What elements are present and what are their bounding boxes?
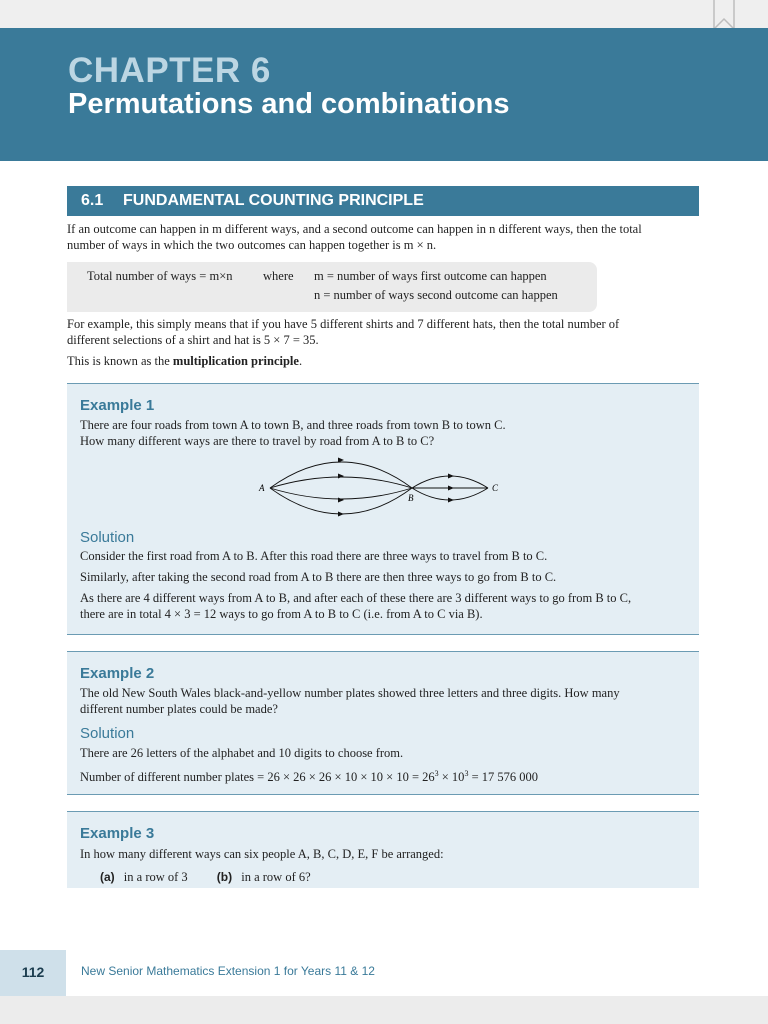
section-number: 6.1 <box>81 192 104 209</box>
road-a-b-3 <box>270 488 412 499</box>
example-1-solution-line-3 <box>80 590 685 622</box>
example-3-parts <box>100 869 705 885</box>
plates-formula-start: Number of different number plates = 26 × 26 × 26 × 10 × 10 × 10 = 26 <box>80 770 435 785</box>
chapter-number: CHAPTER 6 <box>68 51 271 90</box>
principle-prefix: This is known as the <box>67 354 173 368</box>
example-2-solution-title: Solution <box>80 725 135 742</box>
road-diagram <box>252 456 512 522</box>
intro-line-1: If an outcome can happen in m different ways, and a second outcome can happen in n different ways, then the total <box>67 222 642 236</box>
example-1-solution-line-2: Similarly, after taking the second road from A to B there are then three ways to go from B to C. <box>80 570 557 584</box>
plates-formula-result: = 17 576 000 <box>468 770 538 785</box>
section-heading <box>67 186 699 216</box>
part-b-label: (b) <box>216 870 233 884</box>
example-1-question-line-1: There are four roads from town A to town B, and three roads from town B to town C. <box>80 418 506 432</box>
example-1-solution-line-1: Consider the first road from A to B. After this road there are three ways to travel from B to C. <box>80 549 548 563</box>
chapter-title: Permutations and combinations <box>68 88 510 120</box>
example-1-box <box>67 383 699 635</box>
example-3-title: Example 3 <box>80 825 155 842</box>
example-1-solution-line-3b: there are in total 4 × 3 = 12 ways to go from A to B to C (i.e. from A to C via B). <box>80 607 483 621</box>
example-line-1: For example, this simply means that if you have 5 different shirts and 7 different hats, then the total number of <box>67 317 620 331</box>
formula-n-definition: n = number of ways second outcome can happen <box>314 288 558 302</box>
formula-box <box>67 262 597 312</box>
formula-total: Total number of ways = m×n <box>87 269 233 283</box>
principle-suffix: . <box>298 354 303 368</box>
node-c-label: C <box>492 483 499 493</box>
formula-where: where <box>263 269 294 283</box>
arrow-3 <box>338 498 344 503</box>
principle-paragraph <box>67 353 699 369</box>
example-2-question-line-2: different number plates could be made? <box>80 702 278 716</box>
page-number: 112 <box>0 950 66 996</box>
example-2-solution-line-2 <box>80 766 685 785</box>
arrow-6 <box>448 486 454 491</box>
example-paragraph <box>67 316 699 348</box>
plates-exponent-2: 3 <box>464 769 469 778</box>
intro-line-2: number of ways in which the two outcomes can happen together is m × n. <box>67 238 437 252</box>
bottom-bar <box>0 996 768 1024</box>
arrow-7 <box>448 498 454 503</box>
example-2-question <box>80 685 685 717</box>
example-1-question <box>80 417 685 449</box>
plates-formula-mid: × 10 <box>438 770 465 785</box>
road-b-c-3 <box>412 488 488 500</box>
plates-exponent-1: 3 <box>434 769 439 778</box>
example-2-solution-line-1: There are 26 letters of the alphabet and 10 digits to choose from. <box>80 746 404 760</box>
intro-paragraph <box>67 221 699 253</box>
part-b-text: in a row of 6? <box>241 870 311 884</box>
part-a-text: in a row of 3 <box>123 870 188 884</box>
section-title: FUNDAMENTAL COUNTING PRINCIPLE <box>123 192 424 209</box>
example-2-box <box>67 651 699 795</box>
example-1-question-line-2: How many different ways are there to travel by road from A to B to C? <box>80 434 435 448</box>
road-a-b-2 <box>270 477 412 488</box>
principle-term: multiplication principle <box>172 354 299 368</box>
top-bar <box>0 0 768 28</box>
example-2-question-line-1: The old New South Wales black-and-yellow number plates showed three letters and three digits. How many <box>80 686 620 700</box>
example-line-2: different selections of a shirt and hat is 5 × 7 = 35. <box>67 333 319 347</box>
node-a-label: A <box>259 483 265 493</box>
example-1-title: Example 1 <box>80 397 155 414</box>
book-title: New Senior Mathematics Extension 1 for Years 11 & 12 <box>81 964 375 978</box>
example-3-question: In how many different ways can six people A, B, C, D, E, F be arranged: <box>80 847 444 861</box>
arrow-4 <box>338 512 344 517</box>
formula-m-definition: m = number of ways first outcome can happen <box>314 269 547 283</box>
arrow-5 <box>448 474 454 479</box>
example-3-box <box>67 811 699 888</box>
node-b-label: B <box>408 493 414 503</box>
bookmark-icon[interactable] <box>713 0 735 30</box>
part-a-label: (a) <box>100 870 115 884</box>
example-1-solution-title: Solution <box>80 529 135 546</box>
example-2-title: Example 2 <box>80 665 155 682</box>
example-1-solution-line-3a: As there are 4 different ways from A to B, and after each of these there are 3 different ways to go from B to C, <box>80 591 632 605</box>
road-b-c-1 <box>412 476 488 488</box>
arrow-2 <box>338 474 344 479</box>
